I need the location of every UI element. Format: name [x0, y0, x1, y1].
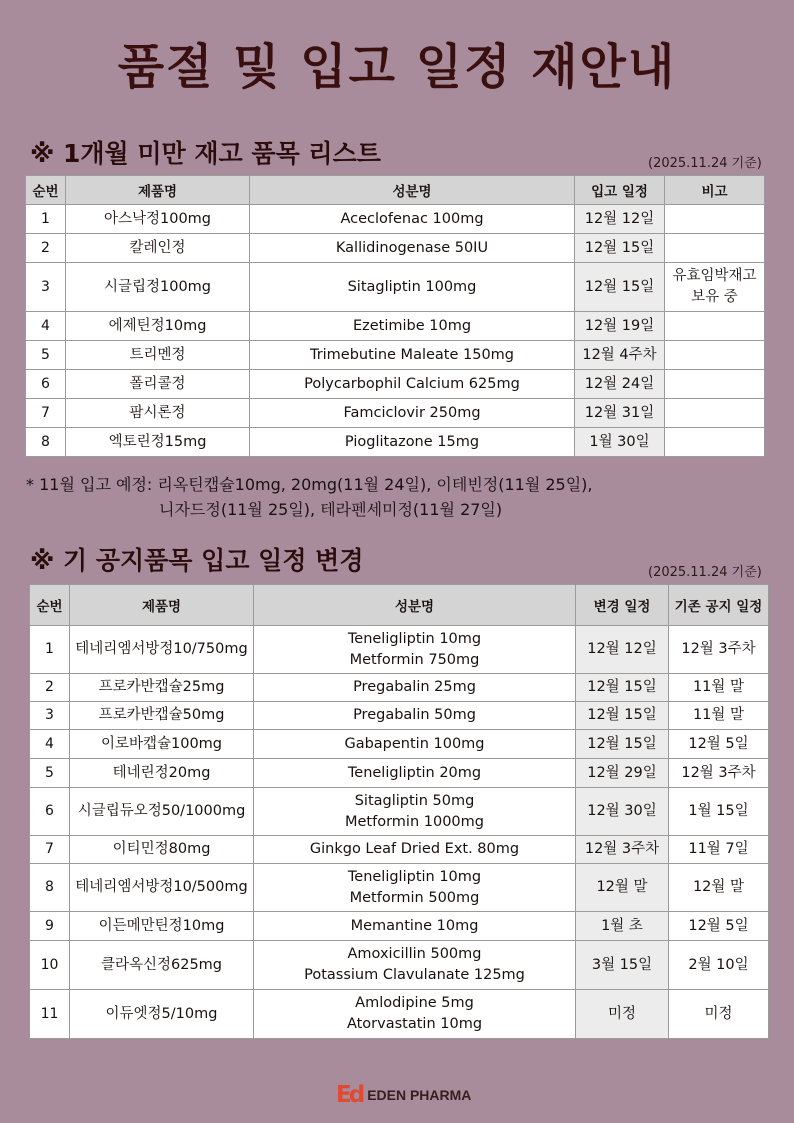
section1-title: ※ 1개월 미만 재고 품목 리스트 [30, 139, 381, 168]
row-number: 3 [30, 702, 70, 730]
remark [665, 370, 765, 399]
row-number: 7 [26, 399, 66, 428]
ingredient-name: Amoxicillin 500mg Potassium Clavulanate 125mg [254, 941, 576, 990]
section2-basis-date: (2025.11.24 기준) [648, 565, 762, 580]
table-row [30, 990, 769, 1039]
table-row [26, 263, 765, 312]
product-name: 이티민정80mg [70, 836, 254, 864]
ingredient-name: Polycarbophil Calcium 625mg [250, 370, 575, 399]
changed-date: 12월 12일 [576, 626, 669, 674]
table-row [30, 702, 769, 730]
remark: 유효임박재고 보유 중 [665, 263, 765, 312]
row-number: 6 [30, 788, 70, 836]
table-row [26, 370, 765, 399]
table-row [26, 428, 765, 457]
col-header-product: 제품명 [66, 176, 250, 205]
row-number: 7 [30, 836, 70, 864]
row-number: 5 [26, 341, 66, 370]
section1-basis-date: (2025.11.24 기준) [648, 156, 762, 171]
col-header-note: 비고 [665, 176, 765, 205]
ingredient-name: Ginkgo Leaf Dried Ext. 80mg [254, 836, 576, 864]
changed-date: 12월 15일 [576, 674, 669, 702]
original-date: 1월 15일 [669, 788, 769, 836]
col-header-orig-date: 기존 공지 일정 [669, 585, 769, 626]
product-name: 테네리엠서방정10/750mg [70, 626, 254, 674]
table-row [30, 912, 769, 941]
incoming-date: 12월 31일 [575, 399, 665, 428]
schedule-table-header [30, 585, 769, 626]
row-number: 6 [26, 370, 66, 399]
ingredient-name: Teneligliptin 10mg Metformin 500mg [254, 864, 576, 912]
table-row [30, 626, 769, 674]
product-name: 폴리콜정 [66, 370, 250, 399]
row-number: 8 [26, 428, 66, 457]
row-number: 4 [30, 730, 70, 759]
remark [665, 341, 765, 370]
row-number: 9 [30, 912, 70, 941]
table-row [26, 399, 765, 428]
changed-date: 12월 15일 [576, 702, 669, 730]
product-name: 엑토린정15mg [66, 428, 250, 457]
table-row [30, 941, 769, 990]
remark [665, 312, 765, 341]
original-date: 12월 3주차 [669, 626, 769, 674]
ingredient-name: Teneligliptin 20mg [254, 759, 576, 788]
table-row [30, 730, 769, 759]
ingredient-name: Kallidinogenase 50IU [250, 234, 575, 263]
changed-date: 12월 15일 [576, 730, 669, 759]
incoming-date: 12월 15일 [575, 234, 665, 263]
stock-table-header [26, 176, 765, 205]
incoming-note [26, 472, 593, 522]
table-row [30, 788, 769, 836]
original-date: 11월 말 [669, 702, 769, 730]
product-name: 이듀엣정5/10mg [70, 990, 254, 1039]
product-name: 이로바캡슐100mg [70, 730, 254, 759]
changed-date: 12월 30일 [576, 788, 669, 836]
changed-date: 미정 [576, 990, 669, 1039]
col-header-date: 입고 일정 [575, 176, 665, 205]
ingredient-name: Pregabalin 25mg [254, 674, 576, 702]
changed-date: 12월 29일 [576, 759, 669, 788]
incoming-note-line2: 니자드정(11월 25일), 테라펜세미정(11월 27일) [159, 500, 503, 519]
ingredient-name: Aceclofenac 100mg [250, 205, 575, 234]
col-header-product: 제품명 [70, 585, 254, 626]
changed-date: 1월 초 [576, 912, 669, 941]
ingredient-name: Teneligliptin 10mg Metformin 750mg [254, 626, 576, 674]
table-row [30, 864, 769, 912]
table-row [26, 234, 765, 263]
page-title: 품절 및 입고 일정 재안내 [117, 39, 677, 95]
row-number: 1 [26, 205, 66, 234]
changed-date: 12월 3주차 [576, 836, 669, 864]
col-header-ingredient: 성분명 [250, 176, 575, 205]
product-name: 칼레인정 [66, 234, 250, 263]
remark [665, 399, 765, 428]
original-date: 12월 5일 [669, 912, 769, 941]
remark [665, 234, 765, 263]
original-date: 11월 말 [669, 674, 769, 702]
product-name: 에제틴정10mg [66, 312, 250, 341]
row-number: 2 [30, 674, 70, 702]
table-row [30, 674, 769, 702]
ingredient-name: Amlodipine 5mg Atorvastatin 10mg [254, 990, 576, 1039]
table-row [26, 312, 765, 341]
incoming-date: 12월 24일 [575, 370, 665, 399]
ingredient-name: Famciclovir 250mg [250, 399, 575, 428]
row-number: 11 [30, 990, 70, 1039]
col-header-ingredient: 성분명 [254, 585, 576, 626]
ingredient-name: Sitagliptin 50mg Metformin 1000mg [254, 788, 576, 836]
table-row [26, 205, 765, 234]
row-number: 2 [26, 234, 66, 263]
ingredient-name: Gabapentin 100mg [254, 730, 576, 759]
col-header-no: 순번 [26, 176, 66, 205]
row-number: 8 [30, 864, 70, 912]
table-row [30, 759, 769, 788]
product-name: 테네린정20mg [70, 759, 254, 788]
original-date: 12월 5일 [669, 730, 769, 759]
product-name: 시글립정100mg [66, 263, 250, 312]
schedule-change-table [29, 584, 769, 1039]
product-name: 프로카반캡슐50mg [70, 702, 254, 730]
product-name: 아스낙정100mg [66, 205, 250, 234]
product-name: 팜시론정 [66, 399, 250, 428]
ingredient-name: Pregabalin 50mg [254, 702, 576, 730]
product-name: 이든메만틴정10mg [70, 912, 254, 941]
changed-date: 12월 말 [576, 864, 669, 912]
row-number: 10 [30, 941, 70, 990]
changed-date: 3월 15일 [576, 941, 669, 990]
incoming-note-line1: * 11월 입고 예정: 리옥틴캡슐10mg, 20mg(11월 24일), 이테빈정(11월 25일), [26, 475, 593, 494]
original-date: 12월 말 [669, 864, 769, 912]
ingredient-name: Pioglitazone 15mg [250, 428, 575, 457]
incoming-date: 12월 12일 [575, 205, 665, 234]
row-number: 1 [30, 626, 70, 674]
original-date: 미정 [669, 990, 769, 1039]
stock-table [25, 175, 765, 457]
original-date: 11월 7일 [669, 836, 769, 864]
original-date: 2월 10일 [669, 941, 769, 990]
product-name: 트리멘정 [66, 341, 250, 370]
ingredient-name: Trimebutine Maleate 150mg [250, 341, 575, 370]
product-name: 프로카반캡슐25mg [70, 674, 254, 702]
row-number: 3 [26, 263, 66, 312]
logo-text: EDEN PHARMA [367, 1087, 472, 1103]
row-number: 4 [26, 312, 66, 341]
incoming-date: 12월 4주차 [575, 341, 665, 370]
remark [665, 428, 765, 457]
incoming-date: 12월 15일 [575, 263, 665, 312]
incoming-date: 12월 19일 [575, 312, 665, 341]
product-name: 시글립듀오정50/1000mg [70, 788, 254, 836]
ingredient-name: Memantine 10mg [254, 912, 576, 941]
ingredient-name: Ezetimibe 10mg [250, 312, 575, 341]
logo-mark: Ed [336, 1082, 363, 1108]
company-logo [336, 1082, 471, 1108]
row-number: 5 [30, 759, 70, 788]
ingredient-name: Sitagliptin 100mg [250, 263, 575, 312]
incoming-date: 1월 30일 [575, 428, 665, 457]
col-header-no: 순번 [30, 585, 70, 626]
table-row [26, 341, 765, 370]
table-row [30, 836, 769, 864]
product-name: 테네리엠서방정10/500mg [70, 864, 254, 912]
section2-title: ※ 기 공지품목 입고 일정 변경 [30, 546, 364, 575]
product-name: 클라옥신정625mg [70, 941, 254, 990]
remark [665, 205, 765, 234]
col-header-new-date: 변경 일정 [576, 585, 669, 626]
original-date: 12월 3주차 [669, 759, 769, 788]
